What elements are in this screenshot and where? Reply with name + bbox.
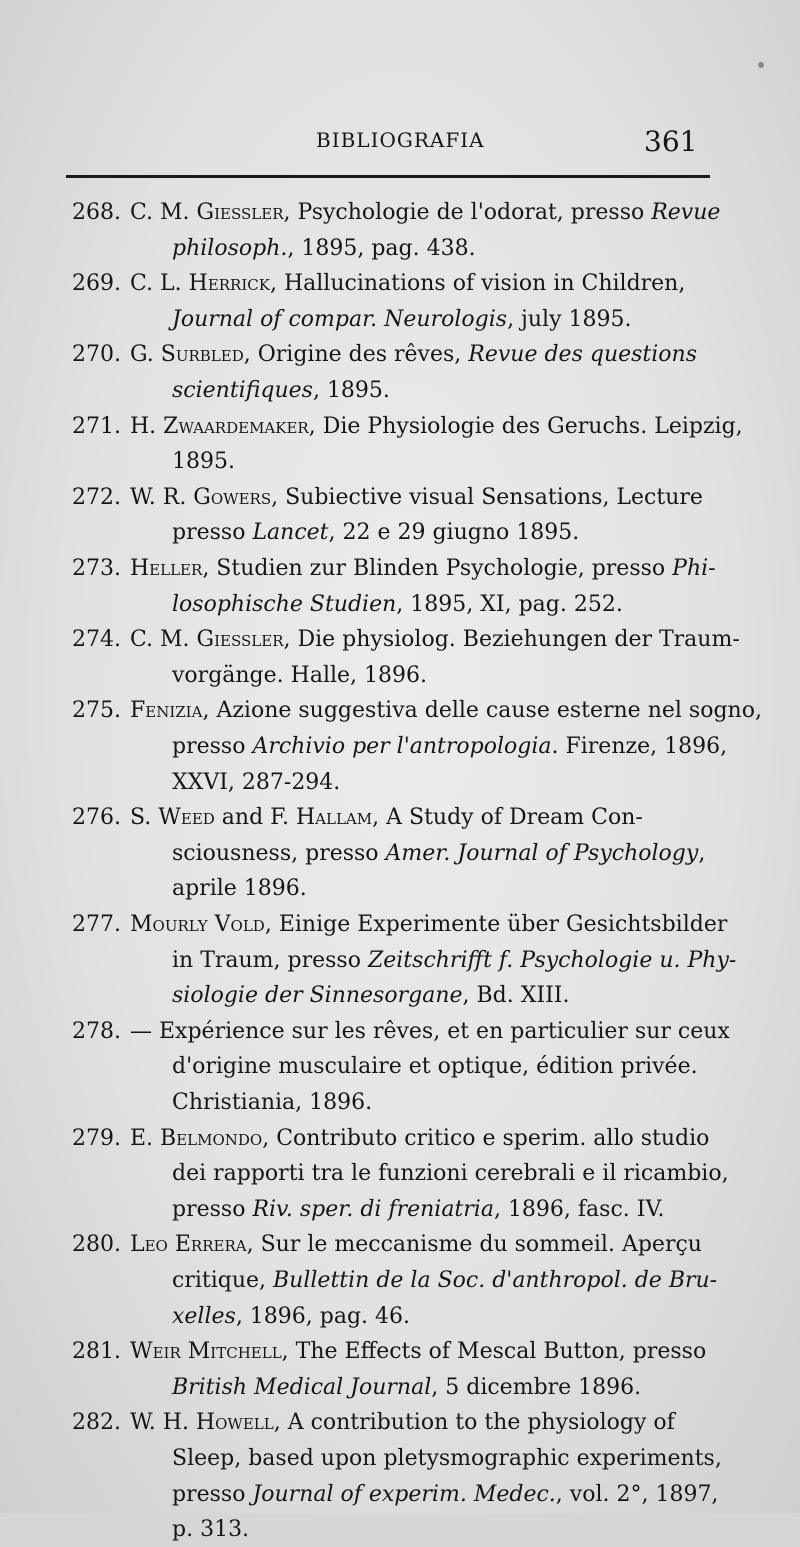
entry-text: , 22 e 29 giugno 1895. bbox=[328, 520, 580, 546]
entry-text: in Traum, presso bbox=[172, 947, 368, 973]
entry-text: Sleep, based upon pletysmographic experiments, bbox=[172, 1446, 722, 1471]
entry-author: E. Belmondo bbox=[130, 1125, 263, 1151]
entry-text: presso bbox=[172, 1196, 253, 1222]
entry-continuation-line bbox=[172, 1371, 641, 1405]
entry-continuation-line bbox=[172, 303, 631, 337]
entry-number: 281. bbox=[72, 1339, 121, 1365]
entry-number: 273. bbox=[72, 556, 121, 581]
entry-text: aprile 1896. bbox=[172, 876, 307, 902]
entry-text: and bbox=[214, 805, 271, 831]
entry-text: d'origine musculaire et optique, édition privée. bbox=[172, 1054, 698, 1080]
entry-text: , 1895, XI, pag. 252. bbox=[396, 591, 623, 617]
entry-text: — Expérience sur les rêves, et en particulier sur ceux bbox=[130, 1018, 730, 1044]
entry-first-line bbox=[130, 338, 697, 372]
entry-number: 275. bbox=[72, 698, 121, 724]
entry-first-line bbox=[130, 481, 703, 515]
entry-text: , 1895, pag. 438. bbox=[287, 235, 476, 261]
entry-italic-title: philosoph. bbox=[172, 235, 288, 261]
entry-continuation-line bbox=[172, 445, 235, 479]
entry-first-line bbox=[130, 1122, 709, 1156]
entry-text: , Studien zur Blinden Psychologie, presso bbox=[202, 556, 673, 581]
entry-continuation-line bbox=[172, 837, 705, 871]
entry-first-line bbox=[130, 267, 685, 301]
entry-continuation-line bbox=[172, 516, 579, 550]
entry-first-line bbox=[130, 1015, 730, 1049]
entry-number: 280. bbox=[72, 1232, 121, 1258]
entry-author: C. L. Herrick bbox=[130, 271, 270, 297]
entry-text: , Subiective visual Sensations, Lecture bbox=[271, 484, 703, 510]
entry-continuation-line bbox=[172, 1157, 729, 1191]
entry-text: , Einige Experimente über Gesichtsbilder bbox=[264, 912, 728, 937]
entry-text: , 1896, fasc. IV. bbox=[493, 1196, 665, 1222]
entry-number: 269. bbox=[72, 271, 121, 297]
entry-text: , Contributo critico e sperim. allo studio bbox=[262, 1125, 710, 1151]
entry-continuation-line bbox=[172, 766, 340, 800]
entry-first-line bbox=[130, 552, 716, 586]
entry-italic-title: Phi- bbox=[672, 556, 716, 581]
entry-continuation-line bbox=[172, 1193, 665, 1227]
entry-text: sciousness, presso bbox=[172, 840, 386, 866]
entry-text: Christiania, 1896. bbox=[172, 1090, 373, 1115]
page-number: 361 bbox=[644, 125, 698, 158]
entry-number: 272. bbox=[72, 484, 121, 510]
entry-text: , july 1895. bbox=[507, 306, 632, 332]
entry-text: , Azione suggestiva delle cause esterne nel sogno, bbox=[202, 698, 762, 724]
entry-italic-title: Zeitschrifft f. Psychologie u. Phy- bbox=[367, 947, 737, 973]
entry-author: C. M. Giessler bbox=[130, 200, 284, 225]
entry-text: , Hallucinations of vision in Children, bbox=[269, 271, 686, 297]
entry-text: , Die Physiologie des Geruchs. Leipzig, bbox=[308, 413, 743, 439]
entry-italic-title: siologie der Sinnesorgane bbox=[172, 983, 463, 1009]
entry-italic-title: scientifiques bbox=[172, 378, 313, 403]
entry-number: 270. bbox=[72, 342, 121, 368]
entry-author: Fenizia bbox=[130, 698, 203, 724]
entry-text: XXVI, 287-294. bbox=[172, 769, 341, 795]
entry-italic-title: Archivio per l'antropologia bbox=[252, 734, 552, 759]
entry-author: S. Weed bbox=[130, 805, 215, 831]
entry-number: 277. bbox=[72, 912, 121, 937]
entry-text: dei rapporti tra le funzioni cerebrali e il ricambio, bbox=[172, 1161, 729, 1187]
entry-continuation-line bbox=[172, 588, 623, 622]
entry-text: , 1896, pag. 46. bbox=[235, 1303, 411, 1329]
entry-number: 278. bbox=[72, 1018, 121, 1044]
entry-author: Weir Mitchell bbox=[130, 1339, 282, 1365]
entry-author: Heller bbox=[130, 556, 203, 581]
entry-first-line bbox=[130, 196, 720, 230]
entry-continuation-line bbox=[172, 1050, 698, 1084]
entry-italic-title: Journal of experim. Medec. bbox=[252, 1481, 556, 1507]
entry-first-line bbox=[130, 1228, 702, 1262]
entry-continuation-line bbox=[172, 1478, 718, 1512]
entry-continuation-line bbox=[172, 944, 736, 978]
entry-first-line bbox=[130, 1406, 675, 1440]
entry-italic-title: Bullettin de la Soc. d'anthropol. de Bru- bbox=[273, 1268, 718, 1293]
entry-italic-title: British Medical Journal bbox=[172, 1374, 432, 1400]
entry-first-line bbox=[130, 410, 743, 444]
entry-continuation-line bbox=[172, 872, 307, 906]
entry-continuation-line bbox=[172, 730, 727, 764]
entry-author: C. M. Giessler bbox=[130, 627, 284, 653]
entry-author: H. Zwaardemaker bbox=[130, 413, 309, 439]
entry-number: 271. bbox=[72, 413, 121, 439]
entry-text: 1895. bbox=[172, 449, 235, 475]
entry-text: , Origine des rêves, bbox=[243, 342, 469, 368]
entry-author: Mourly Vold bbox=[130, 912, 265, 937]
entry-text: . Firenze, 1896, bbox=[551, 734, 728, 759]
entry-number: 282. bbox=[72, 1410, 121, 1436]
entry-number: 274. bbox=[72, 627, 121, 653]
entry-author: F. Hallam bbox=[270, 805, 373, 831]
entry-continuation-line bbox=[172, 659, 427, 693]
entry-text: , Psychologie de l'odorat, presso bbox=[283, 200, 652, 225]
entry-text: vorgänge. Halle, 1896. bbox=[172, 662, 428, 688]
entry-text: , A contribution to the physiology of bbox=[273, 1410, 675, 1436]
entry-text: , Sur le meccanisme du sommeil. Aperçu bbox=[246, 1232, 702, 1258]
entry-continuation-line bbox=[172, 1300, 410, 1334]
entry-text: presso bbox=[172, 1481, 253, 1507]
entry-first-line bbox=[130, 908, 727, 942]
entry-number: 276. bbox=[72, 805, 121, 831]
entry-continuation-line bbox=[172, 1442, 722, 1476]
entry-number: 279. bbox=[72, 1125, 121, 1151]
entry-text: , vol. 2°, 1897, bbox=[555, 1481, 719, 1507]
entry-text: , bbox=[698, 840, 706, 866]
entry-italic-title: Revue bbox=[651, 200, 721, 225]
entry-author: W. R. Gowers bbox=[130, 484, 272, 510]
entry-text: , 5 dicembre 1896. bbox=[431, 1374, 642, 1400]
entry-continuation-line bbox=[172, 1086, 372, 1120]
entry-first-line bbox=[130, 694, 762, 728]
entry-text: , The Effects of Mescal Button, presso bbox=[281, 1339, 707, 1365]
entry-italic-title: Journal of compar. Neurologis bbox=[172, 306, 508, 332]
entry-text: , 1895. bbox=[312, 378, 390, 403]
entry-continuation-line bbox=[172, 979, 569, 1013]
entry-italic-title: Amer. Journal of Psychology bbox=[385, 840, 699, 866]
entry-author: Leo Errera bbox=[130, 1232, 247, 1258]
entry-italic-title: Lancet bbox=[252, 520, 329, 546]
running-header-title: BIBLIOGRAFIA bbox=[316, 128, 485, 152]
entry-italic-title: Revue des questions bbox=[468, 342, 698, 368]
entry-first-line bbox=[130, 623, 740, 657]
entry-text: p. 313. bbox=[172, 1517, 250, 1543]
entry-text: , Bd. XIII. bbox=[462, 983, 570, 1009]
entry-text: critique, bbox=[172, 1268, 274, 1293]
entry-first-line bbox=[130, 1335, 706, 1369]
entry-text: , Die physiolog. Beziehungen der Traum- bbox=[283, 627, 740, 653]
entry-text: , A Study of Dream Con- bbox=[372, 805, 643, 831]
entry-continuation-line bbox=[172, 1513, 249, 1547]
entry-continuation-line bbox=[172, 232, 476, 266]
entry-author: W. H. Howell bbox=[130, 1410, 274, 1436]
entry-first-line bbox=[130, 801, 643, 835]
entry-text: presso bbox=[172, 734, 253, 759]
entry-continuation-line bbox=[172, 1264, 717, 1298]
entry-text: presso bbox=[172, 520, 253, 546]
entry-number: 268. bbox=[72, 200, 121, 225]
entry-italic-title: Riv. sper. di freniatria bbox=[252, 1196, 494, 1222]
entry-continuation-line bbox=[172, 374, 390, 408]
entry-author: G. Surbled bbox=[130, 342, 244, 368]
entry-italic-title: xelles bbox=[172, 1303, 236, 1329]
entry-italic-title: losophische Studien bbox=[172, 591, 397, 617]
